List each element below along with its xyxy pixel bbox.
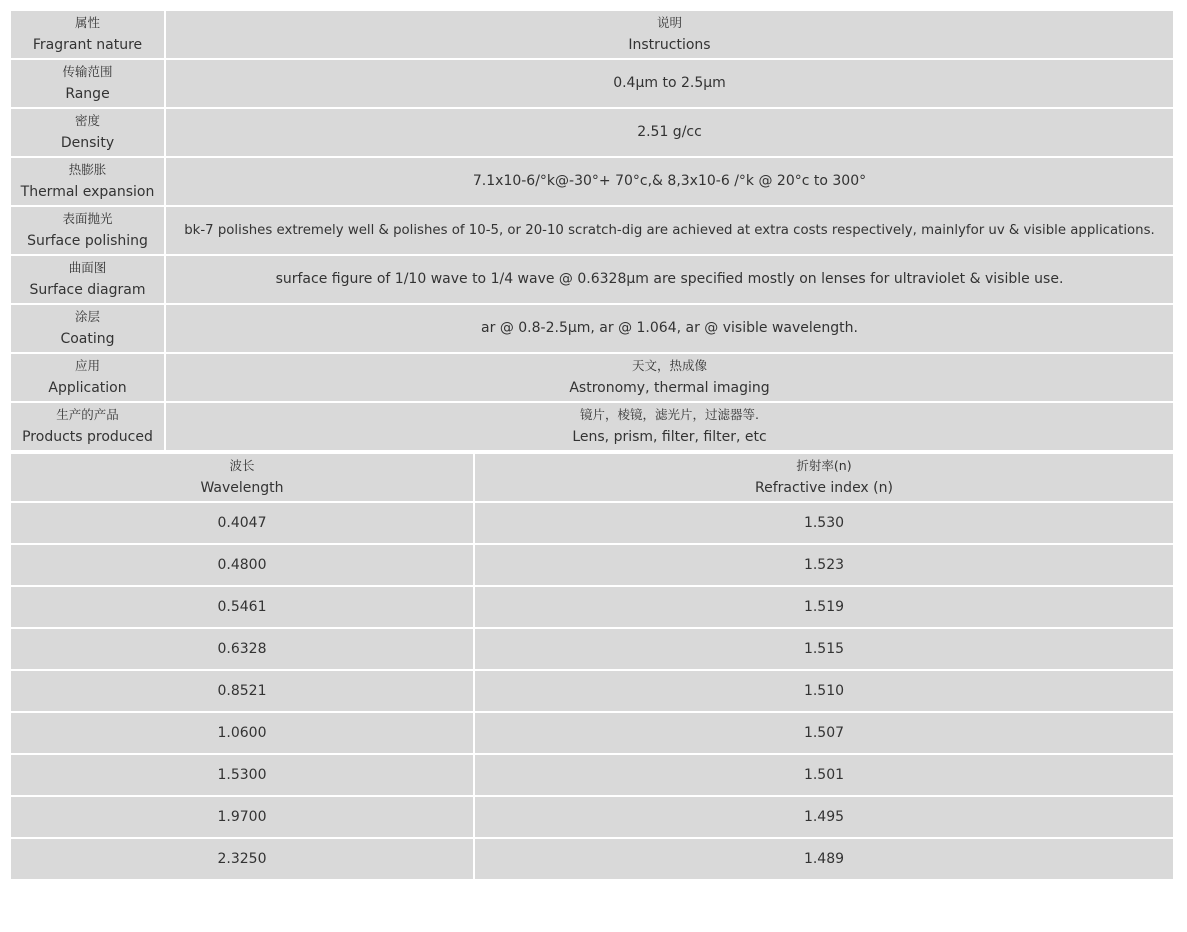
refractive-index-cell: 1.519 — [474, 586, 1174, 628]
table-row — [10, 670, 1174, 712]
properties-header-row — [10, 10, 1174, 59]
wavelength-cell: 0.8521 — [10, 670, 474, 712]
refractive-index-cell: 1.510 — [474, 670, 1174, 712]
index-header-row — [10, 453, 1174, 502]
table-row — [10, 838, 1174, 880]
property-row-range — [10, 59, 1174, 108]
wavelength-cell: 1.0600 — [10, 712, 474, 754]
property-row-application — [10, 353, 1174, 402]
property-label-cell — [10, 255, 165, 304]
property-label-zh: 涂层 — [74, 309, 100, 324]
refractive-index-cell: 1.501 — [474, 754, 1174, 796]
property-label-en: Surface polishing — [27, 233, 148, 249]
property-label-en: Thermal expansion — [20, 184, 155, 200]
property-label-cell — [10, 206, 165, 255]
property-label-cell — [10, 108, 165, 157]
refractive-index-cell: 1.523 — [474, 544, 1174, 586]
instructions-header-zh: 说明 — [656, 15, 682, 30]
spec-sheet — [9, 9, 1175, 881]
property-row-density — [10, 108, 1174, 157]
properties-table — [9, 9, 1175, 452]
products-value-en: Lens, prism, filter, filter, etc — [572, 429, 767, 445]
property-label-en: Density — [60, 135, 115, 151]
refractive-index-cell: 1.515 — [474, 628, 1174, 670]
property-value: 7.1x10-6/°k@-30°+ 70°c,& 8,3x10-6 /°k @ 20°c to 300° — [165, 157, 1174, 206]
property-label-en: Products produced — [22, 429, 153, 445]
refractive-index-cell: 1.489 — [474, 838, 1174, 880]
wavelength-cell: 0.4800 — [10, 544, 474, 586]
property-label-zh: 密度 — [74, 113, 100, 128]
property-label-cell — [10, 157, 165, 206]
property-row-surface-polishing — [10, 206, 1174, 255]
property-label-zh: 应用 — [74, 358, 100, 373]
property-label-zh: 传输范围 — [62, 64, 113, 79]
property-label-cell — [10, 59, 165, 108]
wavelength-cell: 0.5461 — [10, 586, 474, 628]
wavelength-cell: 2.3250 — [10, 838, 474, 880]
wavelength-cell: 0.4047 — [10, 502, 474, 544]
property-label-en: Application — [48, 380, 127, 396]
instructions-header-en: Instructions — [628, 37, 711, 53]
property-label-zh: 曲面图 — [68, 260, 107, 275]
property-row-thermal-expansion — [10, 157, 1174, 206]
refractive-index-cell: 1.495 — [474, 796, 1174, 838]
property-label-en: Surface diagram — [29, 282, 146, 298]
table-row — [10, 502, 1174, 544]
table-row — [10, 796, 1174, 838]
property-label-en: Range — [65, 86, 110, 102]
property-label-cell — [10, 402, 165, 451]
property-row-products — [10, 402, 1174, 451]
table-row — [10, 754, 1174, 796]
application-value-cell — [165, 353, 1174, 402]
refractive-index-header-zh: 折射率(n) — [796, 458, 852, 473]
property-value: surface figure of 1/10 wave to 1/4 wave @ 0.6328μm are specified mostly on lenses for ultraviolet & visible use. — [165, 255, 1174, 304]
refractive-index-table — [9, 452, 1175, 881]
refractive-index-header-en: Refractive index (n) — [755, 480, 893, 496]
table-row — [10, 712, 1174, 754]
table-row — [10, 628, 1174, 670]
wavelength-cell: 0.6328 — [10, 628, 474, 670]
wavelength-cell: 1.9700 — [10, 796, 474, 838]
refractive-index-cell: 1.530 — [474, 502, 1174, 544]
property-header-en: Fragrant nature — [32, 37, 143, 53]
wavelength-cell: 1.5300 — [10, 754, 474, 796]
property-row-surface-diagram — [10, 255, 1174, 304]
property-label-zh: 表面抛光 — [62, 211, 113, 226]
property-header-cell — [10, 10, 165, 59]
products-value-cell — [165, 402, 1174, 451]
property-value: ar @ 0.8-2.5μm, ar @ 1.064, ar @ visible wavelength. — [165, 304, 1174, 353]
table-row — [10, 544, 1174, 586]
property-row-coating — [10, 304, 1174, 353]
instructions-header-cell — [165, 10, 1174, 59]
property-value: 0.4μm to 2.5μm — [165, 59, 1174, 108]
property-label-cell — [10, 304, 165, 353]
property-value: bk-7 polishes extremely well & polishes of 10-5, or 20-10 scratch-dig are achieved at extra costs respectively, mainlyfor uv & visible applications. — [165, 206, 1174, 255]
table-row — [10, 586, 1174, 628]
application-value-zh: 天文，热成像 — [631, 358, 707, 373]
wavelength-header-zh: 波长 — [229, 458, 255, 473]
property-value: 2.51 g/cc — [165, 108, 1174, 157]
refractive-index-header-cell — [474, 453, 1174, 502]
application-value-en: Astronomy, thermal imaging — [569, 380, 770, 396]
property-label-zh: 生产的产品 — [56, 407, 119, 422]
wavelength-header-cell — [10, 453, 474, 502]
property-header-zh: 属性 — [74, 15, 100, 30]
wavelength-header-en: Wavelength — [200, 480, 284, 496]
property-label-en: Coating — [60, 331, 115, 347]
refractive-index-cell: 1.507 — [474, 712, 1174, 754]
products-value-zh: 镜片，棱镜，滤光片，过滤器等. — [580, 407, 759, 422]
property-label-zh: 热膨胀 — [68, 162, 107, 177]
property-label-cell — [10, 353, 165, 402]
